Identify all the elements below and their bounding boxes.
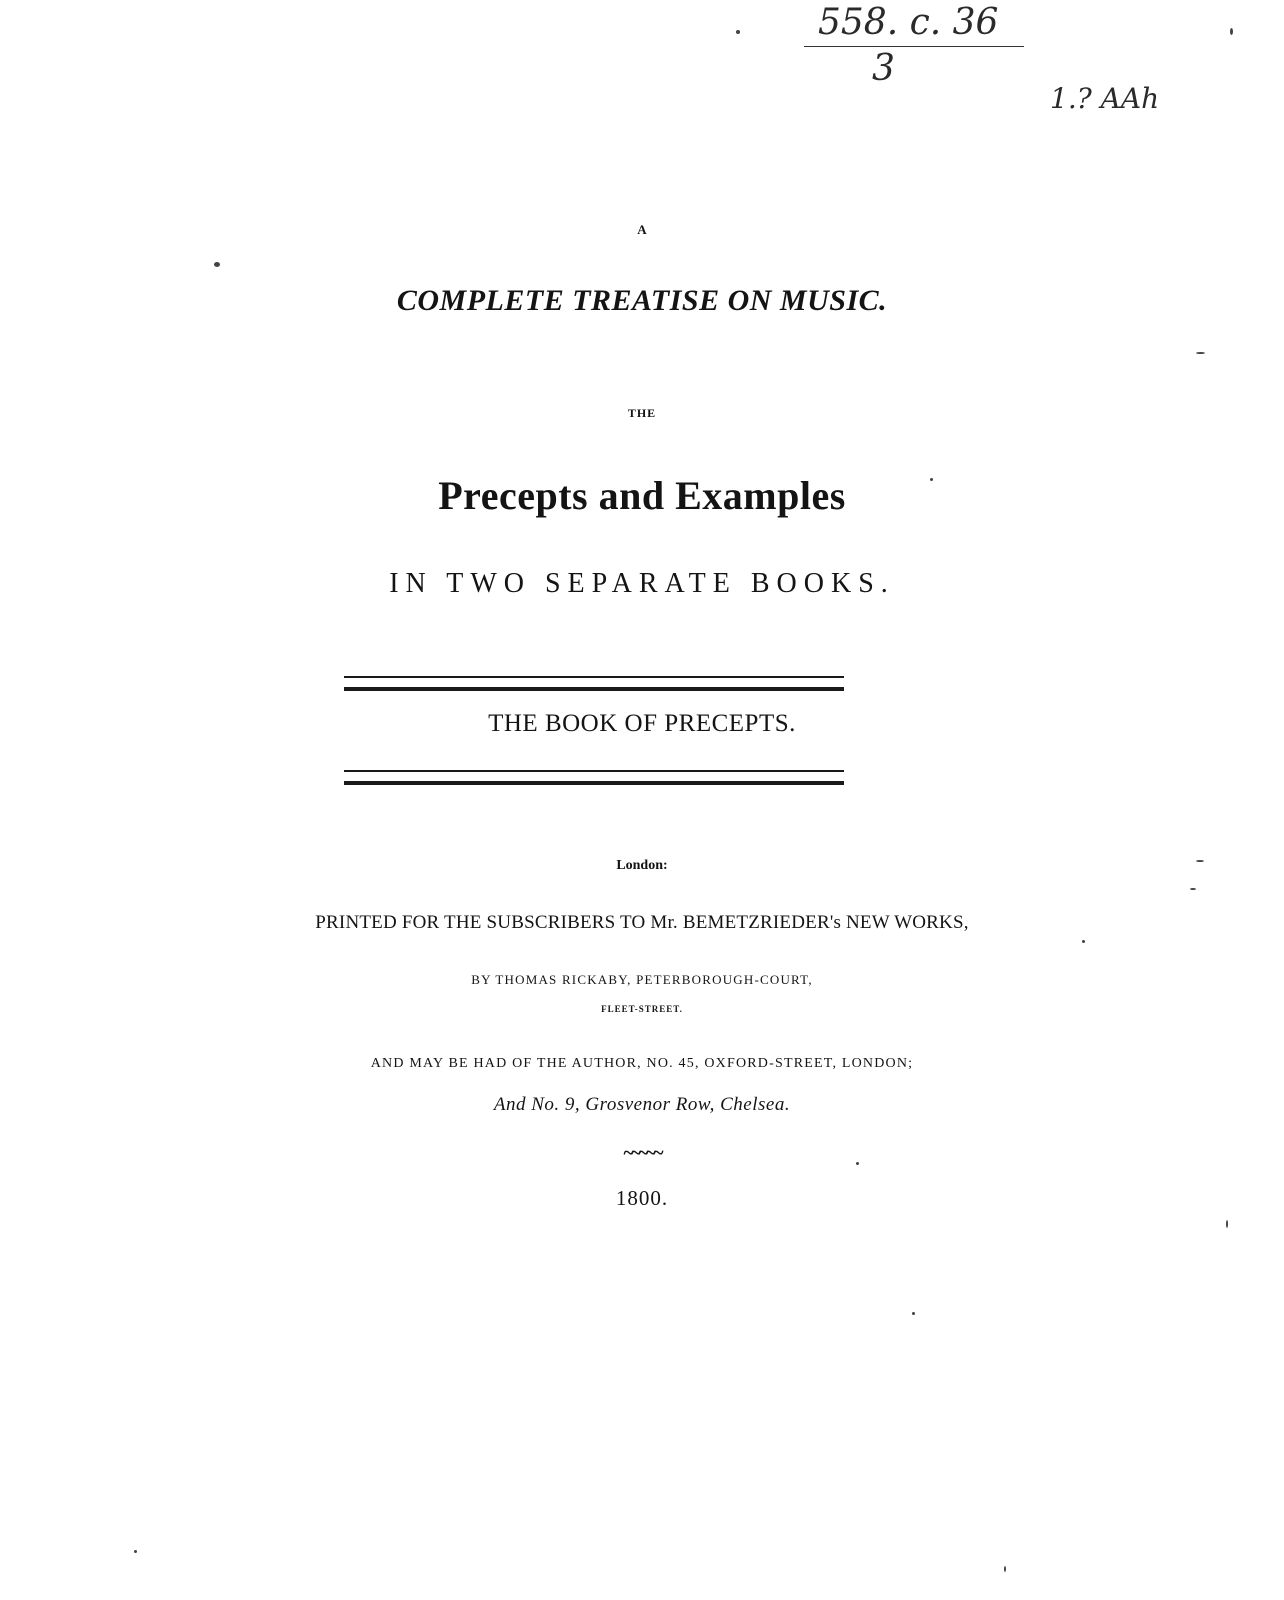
imprint-year: 1800. <box>615 1186 669 1210</box>
imprint-author-address: AND MAY BE HAD OF THE AUTHOR, NO. 45, OXFORD-STREET, LONDON; <box>370 1056 914 1071</box>
shelfmark-note: 1.? AAh <box>1050 82 1160 115</box>
shelfmark-underline <box>804 46 1024 47</box>
imprint-ornament: ~~~~~ <box>623 1142 661 1164</box>
subtitle-blackletter: Precepts and Examples <box>438 473 846 518</box>
scan-speck <box>1190 888 1196 890</box>
scan-speck <box>856 1162 859 1165</box>
scan-speck <box>1004 1566 1006 1572</box>
scan-speck <box>930 478 933 481</box>
bottom-double-rule <box>344 770 844 785</box>
title-article: A <box>637 222 647 237</box>
two-books-line: IN TWO SEPARATE BOOKS. <box>389 568 895 599</box>
top-double-rule <box>344 676 844 691</box>
shelfmark-number: 558. c. 36 <box>818 2 999 43</box>
scan-speck <box>214 262 220 267</box>
scan-speck <box>1196 860 1204 862</box>
imprint-second-address: And No. 9, Grosvenor Row, Chelsea. <box>493 1094 791 1115</box>
scan-speck <box>1082 940 1085 943</box>
shelfmark-volume: 3 <box>872 48 895 89</box>
scan-speck <box>1196 352 1205 354</box>
scan-speck <box>912 1312 915 1315</box>
volume-title: THE BOOK OF PRECEPTS. <box>488 710 796 737</box>
title-the: THE <box>627 406 657 420</box>
scan-speck <box>736 30 740 34</box>
main-title: COMPLETE TREATISE ON MUSIC. <box>396 284 888 317</box>
imprint-place: London: <box>616 858 668 873</box>
imprint-printer: BY THOMAS RICKABY, PETERBOROUGH-COURT, <box>471 972 813 987</box>
scan-speck <box>134 1550 137 1553</box>
imprint-street: FLEET-STREET. <box>601 1004 683 1014</box>
imprint-printed-for: PRINTED FOR THE SUBSCRIBERS TO Mr. BEMETZRIEDER's NEW WORKS, <box>315 912 969 933</box>
scan-speck <box>1230 28 1233 35</box>
scan-speck <box>1226 1220 1228 1228</box>
